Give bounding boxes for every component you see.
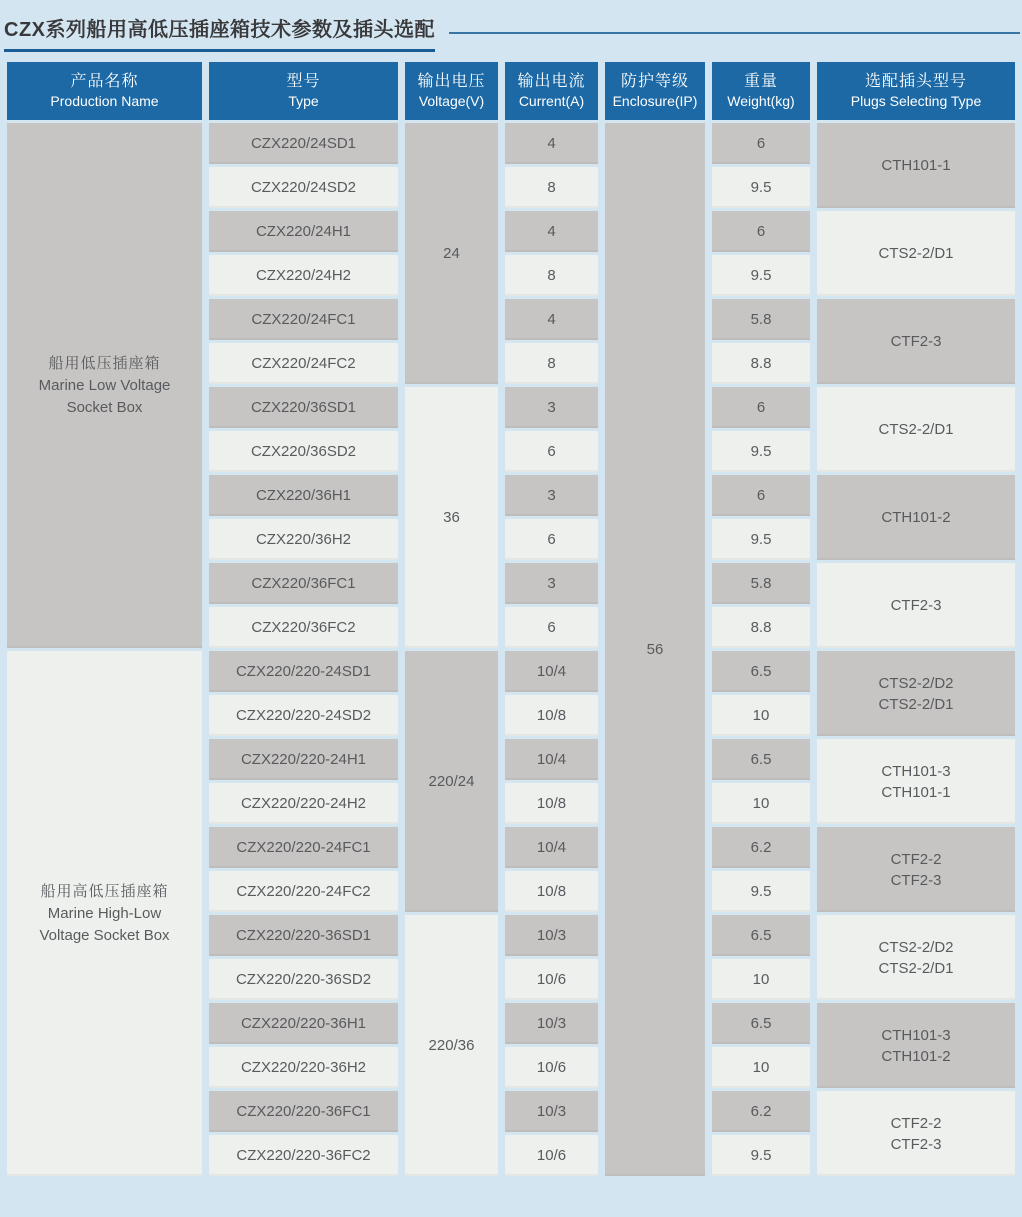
type-cell: CZX220/36SD2 [209, 431, 398, 472]
weight-cell: 9.5 [712, 431, 810, 472]
type-cell: CZX220/220-36FC1 [209, 1091, 398, 1132]
current-cell: 3 [505, 563, 598, 604]
weight-cell: 10 [712, 783, 810, 824]
weight-cell: 6.2 [712, 1091, 810, 1132]
type-cell: CZX220/220-36SD1 [209, 915, 398, 956]
weight-cell: 6 [712, 387, 810, 428]
column-header-weight: 重量 Weight(kg) [712, 62, 810, 120]
weight-cell: 6 [712, 211, 810, 252]
weight-cell: 9.5 [712, 167, 810, 208]
voltage-cell: 24 [405, 123, 498, 384]
type-cell: CZX220/220-24FC2 [209, 871, 398, 912]
weight-cell: 6.2 [712, 827, 810, 868]
page-title: CZX系列船用高低压插座箱技术参数及插头选配 [4, 13, 435, 52]
type-cell: CZX220/220-24SD2 [209, 695, 398, 736]
column-header-current: 输出电流 Current(A) [505, 62, 598, 120]
weight-cell: 6.5 [712, 739, 810, 780]
type-cell: CZX220/220-24SD1 [209, 651, 398, 692]
weight-cell: 6 [712, 123, 810, 164]
spec-table-body [7, 123, 1015, 1176]
header-row [7, 62, 1015, 120]
enclosure-cell: 56 [605, 123, 705, 1176]
type-cell: CZX220/24SD1 [209, 123, 398, 164]
weight-cell: 9.5 [712, 1135, 810, 1176]
current-cell: 6 [505, 431, 598, 472]
table-row [7, 123, 1015, 164]
weight-cell: 10 [712, 1047, 810, 1088]
spec-table-header [7, 62, 1015, 120]
type-cell: CZX220/220-36H1 [209, 1003, 398, 1044]
type-cell: CZX220/36FC2 [209, 607, 398, 648]
type-cell: CZX220/24FC1 [209, 299, 398, 340]
weight-cell: 6.5 [712, 651, 810, 692]
weight-cell: 8.8 [712, 607, 810, 648]
weight-cell: 8.8 [712, 343, 810, 384]
type-cell: CZX220/36FC1 [209, 563, 398, 604]
weight-cell: 9.5 [712, 255, 810, 296]
plugs-cell: CTS2-2/D2 CTS2-2/D1 [817, 651, 1015, 736]
production-name-cell: 船用低压插座箱 Marine Low Voltage Socket Box [7, 123, 202, 648]
column-header-plugs: 选配插头型号 Plugs Selecting Type [817, 62, 1015, 120]
production-name-cell: 船用高低压插座箱 Marine High-Low Voltage Socket Box [7, 651, 202, 1176]
weight-cell: 6 [712, 475, 810, 516]
current-cell: 4 [505, 211, 598, 252]
weight-cell: 10 [712, 695, 810, 736]
page-header [0, 13, 1022, 52]
type-cell: CZX220/24H2 [209, 255, 398, 296]
type-cell: CZX220/36H2 [209, 519, 398, 560]
column-header-production: 产品名称 Production Name [7, 62, 202, 120]
weight-cell: 6.5 [712, 1003, 810, 1044]
current-cell: 3 [505, 387, 598, 428]
current-cell: 10/8 [505, 695, 598, 736]
current-cell: 4 [505, 299, 598, 340]
voltage-cell: 36 [405, 387, 498, 648]
spec-table [0, 59, 1022, 1179]
weight-cell: 9.5 [712, 519, 810, 560]
current-cell: 10/3 [505, 1091, 598, 1132]
type-cell: CZX220/220-24H1 [209, 739, 398, 780]
plugs-cell: CTH101-3 CTH101-2 [817, 1003, 1015, 1088]
weight-cell: 5.8 [712, 563, 810, 604]
current-cell: 10/8 [505, 783, 598, 824]
weight-cell: 5.8 [712, 299, 810, 340]
weight-cell: 9.5 [712, 871, 810, 912]
type-cell: CZX220/36H1 [209, 475, 398, 516]
current-cell: 10/4 [505, 651, 598, 692]
current-cell: 10/6 [505, 1135, 598, 1176]
plugs-cell: CTF2-3 [817, 563, 1015, 648]
type-cell: CZX220/36SD1 [209, 387, 398, 428]
current-cell: 4 [505, 123, 598, 164]
plugs-cell: CTH101-3 CTH101-1 [817, 739, 1015, 824]
plugs-cell: CTF2-2 CTF2-3 [817, 1091, 1015, 1176]
header-rule [449, 32, 1020, 34]
current-cell: 10/4 [505, 739, 598, 780]
type-cell: CZX220/220-24FC1 [209, 827, 398, 868]
column-header-enclosure: 防护等级 Enclosure(IP) [605, 62, 705, 120]
current-cell: 8 [505, 167, 598, 208]
type-cell: CZX220/220-24H2 [209, 783, 398, 824]
current-cell: 10/4 [505, 827, 598, 868]
column-header-type: 型号 Type [209, 62, 398, 120]
plugs-cell: CTH101-2 [817, 475, 1015, 560]
plugs-cell: CTF2-3 [817, 299, 1015, 384]
current-cell: 10/8 [505, 871, 598, 912]
voltage-cell: 220/24 [405, 651, 498, 912]
plugs-cell: CTS2-2/D1 [817, 211, 1015, 296]
type-cell: CZX220/24H1 [209, 211, 398, 252]
type-cell: CZX220/220-36H2 [209, 1047, 398, 1088]
current-cell: 8 [505, 343, 598, 384]
plugs-cell: CTF2-2 CTF2-3 [817, 827, 1015, 912]
current-cell: 10/6 [505, 959, 598, 1000]
current-cell: 6 [505, 607, 598, 648]
current-cell: 8 [505, 255, 598, 296]
current-cell: 10/3 [505, 915, 598, 956]
plugs-cell: CTS2-2/D1 [817, 387, 1015, 472]
plugs-cell: CTS2-2/D2 CTS2-2/D1 [817, 915, 1015, 1000]
voltage-cell: 220/36 [405, 915, 498, 1176]
type-cell: CZX220/220-36FC2 [209, 1135, 398, 1176]
type-cell: CZX220/24FC2 [209, 343, 398, 384]
weight-cell: 6.5 [712, 915, 810, 956]
column-header-voltage: 输出电压 Voltage(V) [405, 62, 498, 120]
plugs-cell: CTH101-1 [817, 123, 1015, 208]
current-cell: 10/3 [505, 1003, 598, 1044]
table-row [7, 651, 1015, 692]
weight-cell: 10 [712, 959, 810, 1000]
type-cell: CZX220/220-36SD2 [209, 959, 398, 1000]
current-cell: 6 [505, 519, 598, 560]
type-cell: CZX220/24SD2 [209, 167, 398, 208]
current-cell: 3 [505, 475, 598, 516]
current-cell: 10/6 [505, 1047, 598, 1088]
